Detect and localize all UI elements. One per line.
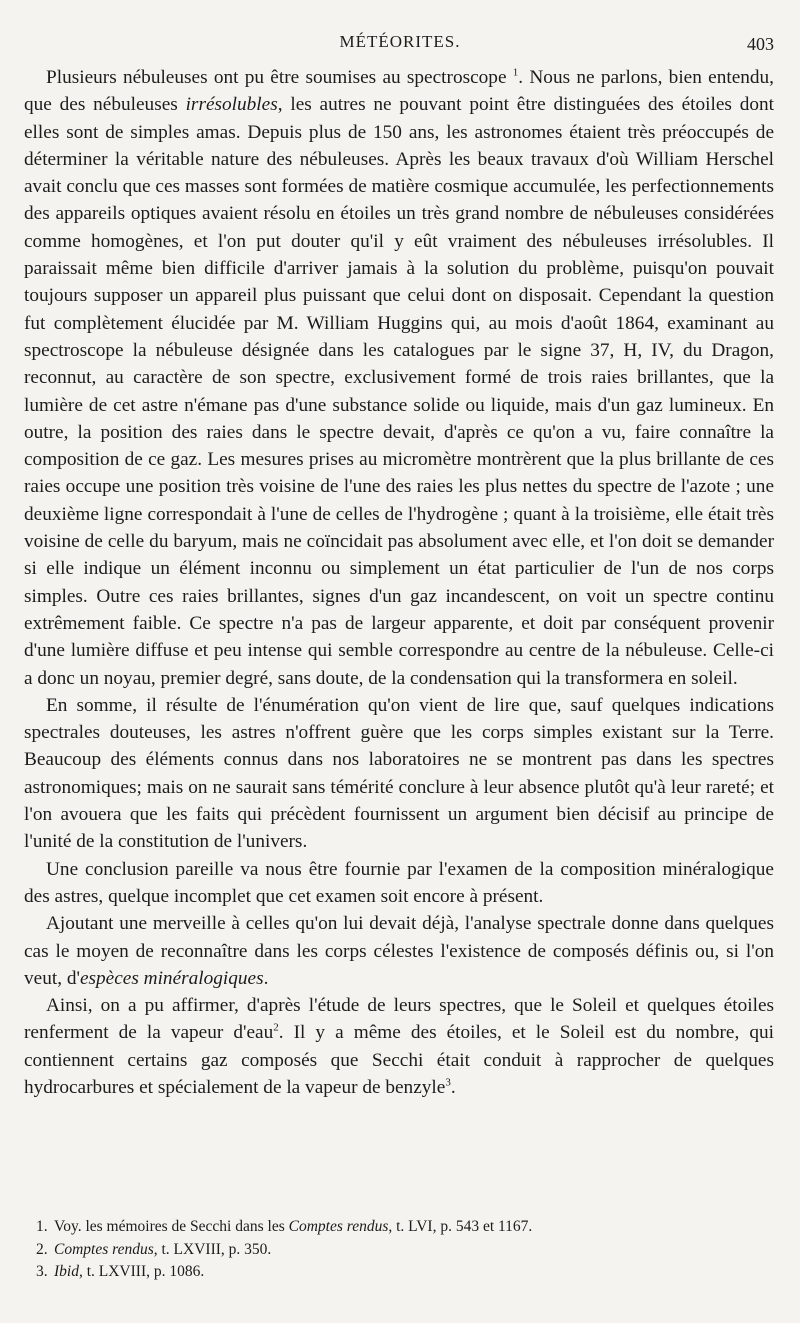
text-run: . <box>450 1076 456 1098</box>
footnote-ref: 1 <box>512 66 519 79</box>
footnote <box>36 1239 766 1262</box>
footnote-number: 2. <box>36 1240 48 1258</box>
text-run: , t. LXVIII, p. 1086. <box>78 1263 205 1280</box>
text-run: . <box>263 967 269 989</box>
text-run: . Nous ne parlons, bien entendu, que des nébuleuses <box>24 67 774 116</box>
paragraph <box>24 856 774 911</box>
footnote-ref: 2 <box>273 1021 279 1034</box>
italic-text: Comptes rendus <box>54 1240 154 1258</box>
paragraph <box>24 64 774 692</box>
paragraph <box>24 692 774 856</box>
text-run: , t. LVI, p. 543 et 1167. <box>388 1218 533 1235</box>
footnote-number: 1. <box>36 1218 48 1235</box>
text-run: Ainsi, on a pu affirmer, d'après l'étude de leurs spectres, que le Soleil et quelques étoiles renferment de la vapeur d'eau <box>24 995 774 1044</box>
footnote-ref: 3 <box>445 1076 451 1089</box>
text-run: . Il y a même des étoiles, et le Soleil est du nombre, qui contiennent certains gaz composés que Secchi était conduit à rapprocher de quelques hydrocarbures et spécialement de la vapeur de benzyle <box>24 1022 774 1098</box>
footnotes <box>36 1216 766 1284</box>
paragraph <box>24 910 774 992</box>
italic-text: Comptes rendus <box>288 1218 389 1235</box>
text-run: Une conclusion pareille va nous être fournie par l'examen de la composition minéralogique des astres, quelque incomplet que cet examen soit encore à présent. <box>24 858 774 907</box>
footnote <box>36 1216 766 1239</box>
page-number: 403 <box>747 34 774 54</box>
footnote-number: 3. <box>36 1263 48 1280</box>
text-run: Plusieurs nébuleuses ont pu être soumises au spectroscope <box>46 67 513 88</box>
italic-text: Ibid <box>54 1263 79 1280</box>
text-run: , les autres ne pouvant point être distinguées des étoiles dont elles sont de simples amas. Depuis plus de 150 ans, les astronomes étaient très préoccupés de déterminer la véritable nature des nébuleuses. Après les beaux travaux d'où William Herschel avait conclu que ces masses sont formées de matière cosmique accumulée, les perfectionnements des appareils optiques avaient résolu en étoiles un très grand nombre de nébuleuses considérées comme homogènes, et l'on put douter qu'il y eût vraiment des nébuleuses irrésolubles. Il paraissait même bien difficile d'arriver jamais à la solution du problème, puisqu'on pouvait toujours supposer un appareil plus puissant que celui dont on disposait. Cependant la question fut complètement élucidée par M. William Huggins qui, au mois d'août 1864, examinant au spectroscope la nébuleuse désignée dans les catalogues par le signe 37, H, IV, du Dragon, reconnut, au caractère de son spectre, exclusivement formé de trois raies brillantes, que la lumière de cet astre n'émane pas d'une substance solide ou liquide, mais d'un gaz lumineux. En outre, la position des raies dans le spectre devait, d'après ce qu'on a vu, faire connaître la composition de ce gaz. Les mesures prises au micromètre montrèrent que la plus brillante de ces raies occupe une position très voisine de l'une des raies les plus nettes du spectre de l'azote ; une deuxième ligne correspondait à l'une de celles de l'hydrogène ; quant à la troisième, elle était très voisine de celle du baryum, mais ne coïncidait pas absolument avec elle, et l'on doit se demander si elle indique un élément inconnu ou simplement un état particulier de l'un de nos corps simples. Outre ces raies brillantes, signes d'un gaz incandescent, on voit un spectre continu extrêmement faible. Ce spectre n'a pas de largeur apparente, et doit par conséquent provenir d'une lumière diffuse et peu intense qui semble correspondre au centre de la nébuleuse. Celle-ci a donc un noyau, premier degré, sans doute, de la condensation qui la transformera en soleil. <box>24 94 774 689</box>
text-run: En somme, il résulte de l'énumération qu'on vient de lire que, sauf quelques indications spectrales douteuses, les astres n'offrent guère que les corps simples existant sur la Terre. Beaucoup des éléments connus dans nos laboratoires ne se montrent pas dans les spectres astronomiques; mais on ne saurait sans témérité conclure à leur absence plutôt qu'à leur rareté; et l'on avouera que les faits qui précèdent fournissent un argument bien décisif au principe de l'unité de la constitution de l'univers. <box>24 694 774 853</box>
running-title: MÉTÉORITES. <box>339 32 461 51</box>
text-run: Ajoutant une merveille à celles qu'on lui devait déjà, l'analyse spectrale donne dans quelques cas le moyen de reconnaître dans les corps célestes l'existence de composés définis ou, si l'on veut, d' <box>24 913 774 989</box>
italic-text: irrésolubles <box>185 94 278 116</box>
paragraph <box>24 992 774 1101</box>
running-head <box>0 32 800 62</box>
text-run: Voy. les mémoires de Secchi dans les <box>54 1218 289 1235</box>
italic-text: espèces minéralogiques <box>79 967 264 989</box>
footnote <box>36 1261 766 1284</box>
body-text <box>24 64 774 1101</box>
text-run: , t. LXVIII, p. 350. <box>153 1240 272 1258</box>
